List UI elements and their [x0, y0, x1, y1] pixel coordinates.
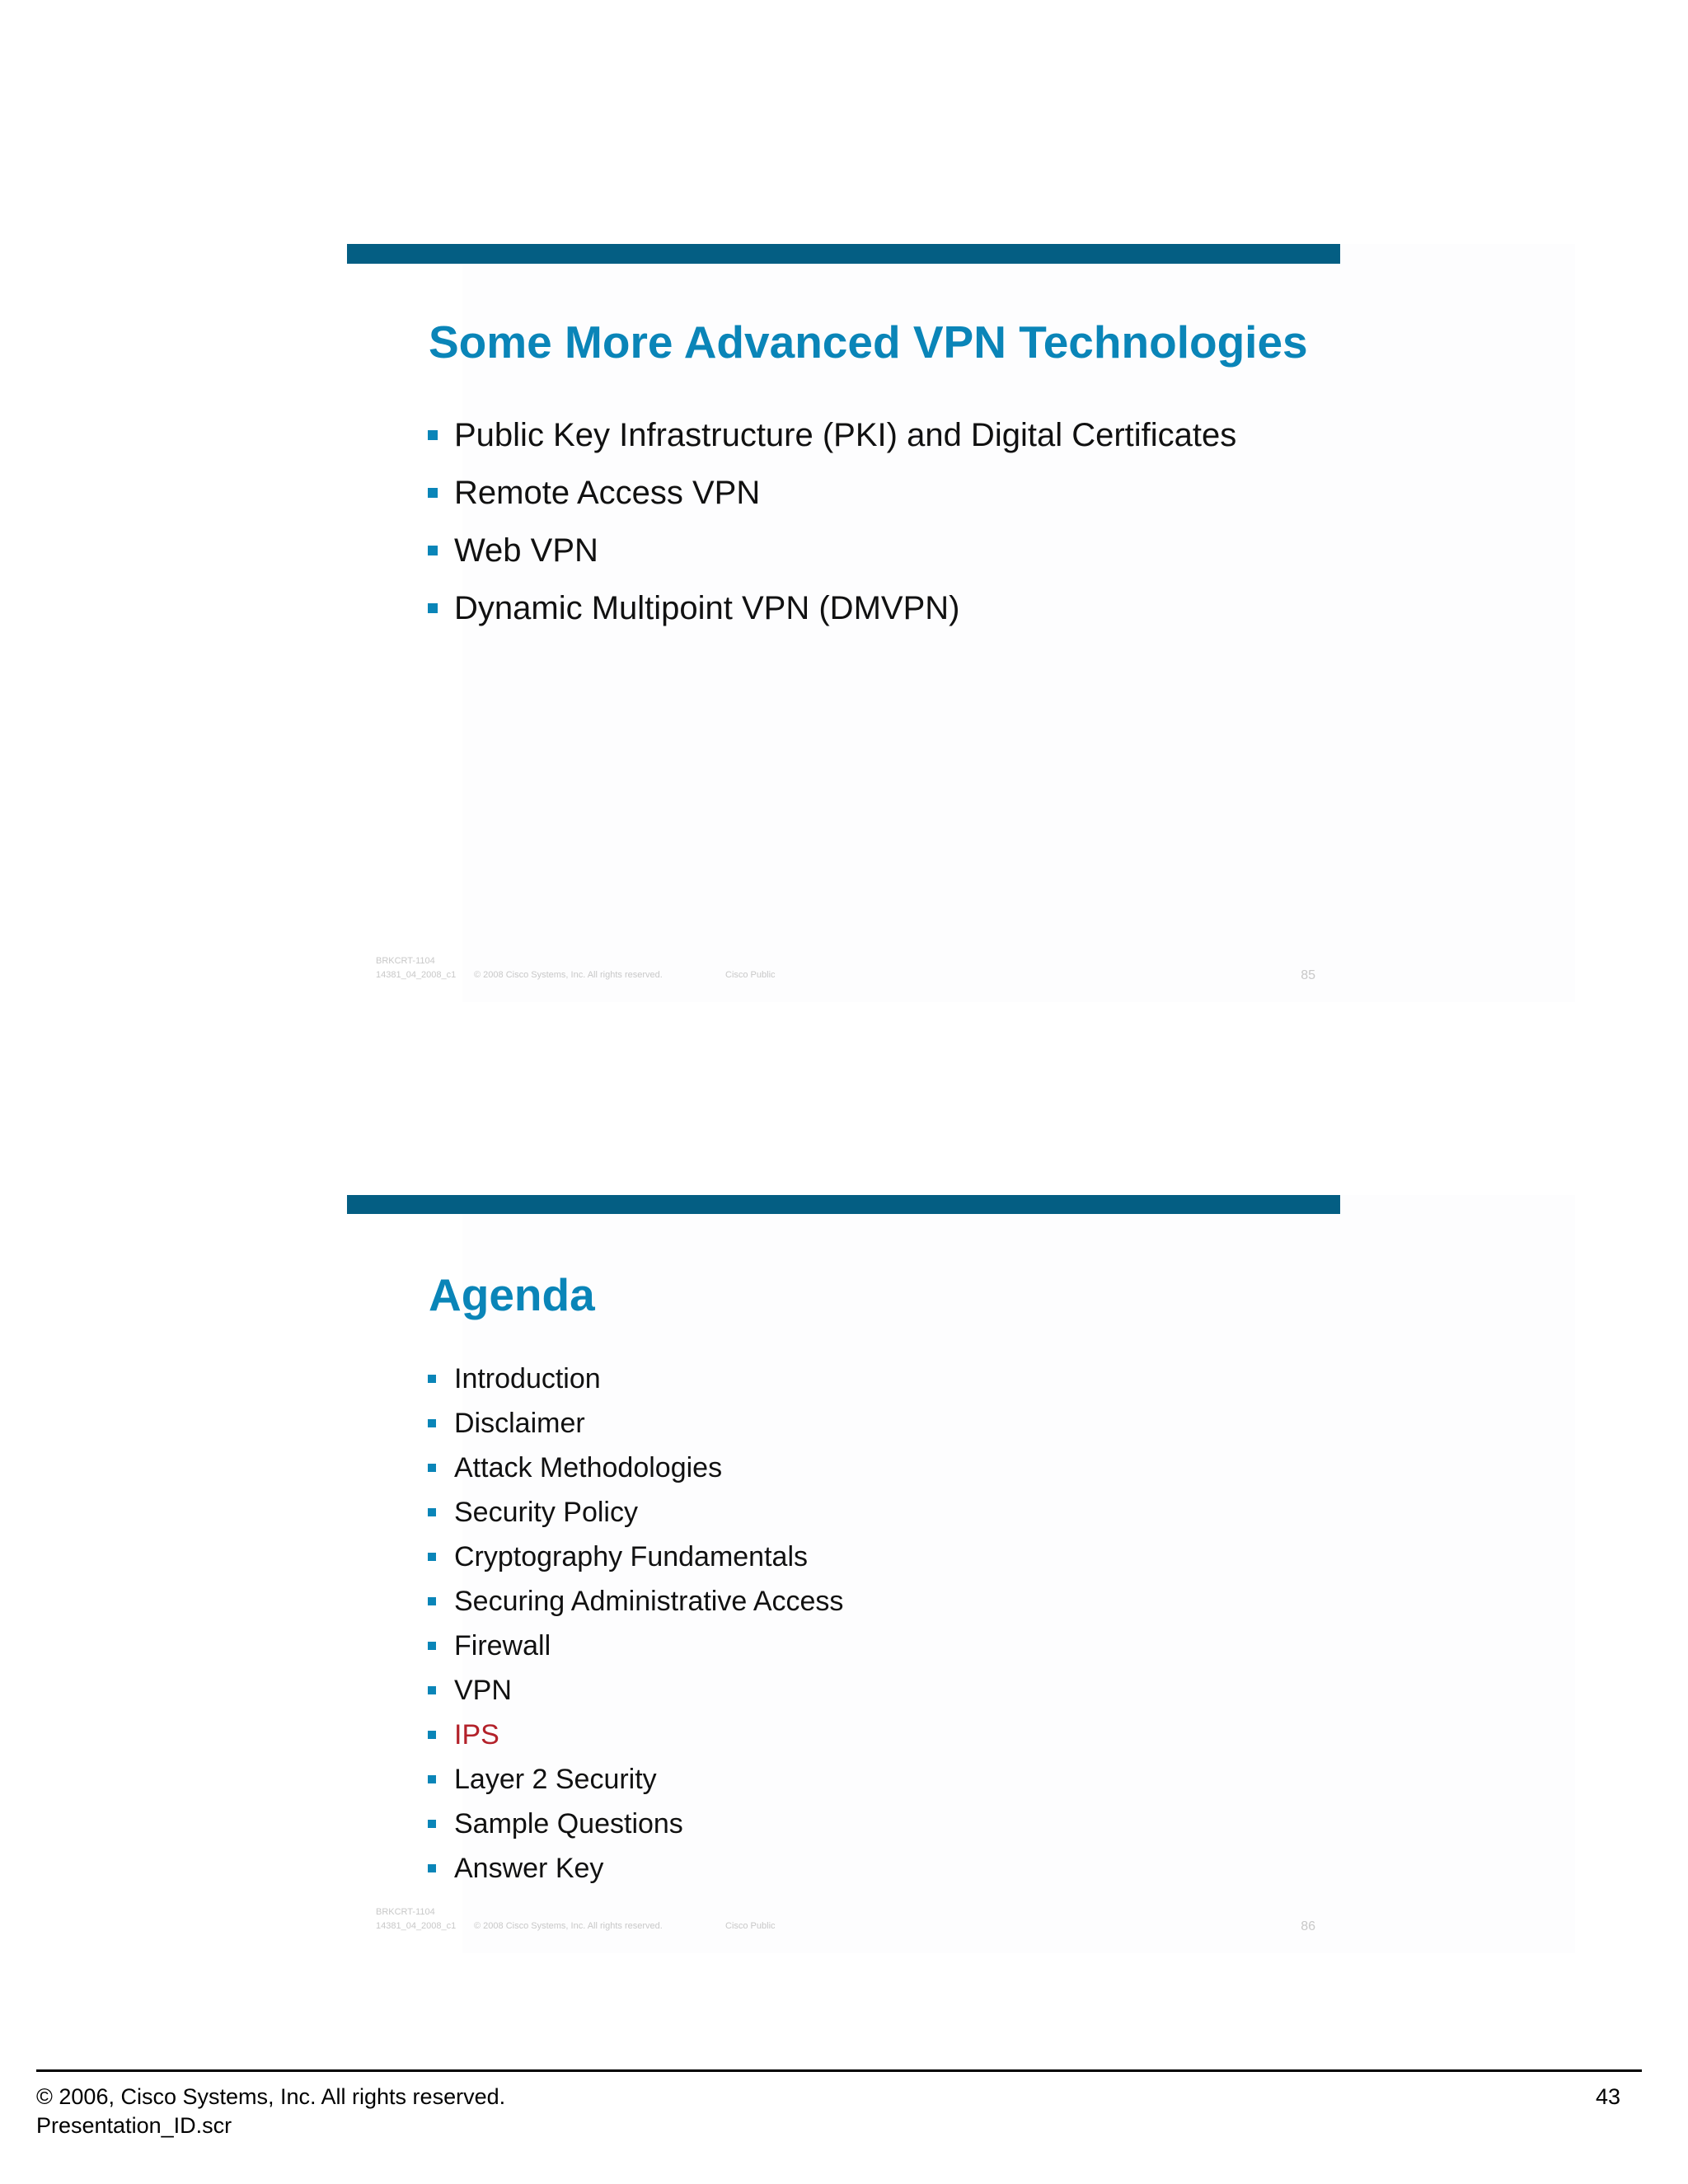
page-filename: Presentation_ID.scr: [36, 2113, 232, 2138]
square-bullet-icon: [428, 1775, 436, 1783]
slide-title: Agenda: [429, 1269, 595, 1320]
page-footer: [36, 2083, 1620, 2140]
list-item: [428, 419, 1236, 476]
slide-footer: [376, 954, 1315, 982]
page-number: 43: [1595, 2084, 1620, 2109]
list-item: [428, 1587, 843, 1632]
list-item-text: Disclaimer: [454, 1408, 585, 1439]
square-bullet-icon: [428, 1375, 436, 1383]
list-item-text: Cryptography Fundamentals: [454, 1541, 809, 1572]
square-bullet-icon: [428, 1508, 436, 1516]
list-item: [428, 476, 1236, 534]
list-item-current: [428, 1721, 843, 1765]
list-item-text: Introduction: [454, 1363, 601, 1394]
list-item: [428, 1543, 843, 1587]
list-item-text: VPN: [454, 1675, 512, 1706]
list-item: [428, 1765, 843, 1810]
square-bullet-icon: [428, 430, 438, 440]
list-item: [428, 1365, 843, 1409]
list-item: [428, 592, 1236, 649]
page-copyright: © 2006, Cisco Systems, Inc. All rights reserved.: [36, 2084, 506, 2109]
list-item-text: Securing Administrative Access: [454, 1586, 844, 1617]
list-item-text: Dynamic Multipoint VPN (DMVPN): [454, 590, 960, 626]
session-code: BRKCRT-1104: [376, 1907, 435, 1917]
slide-footer: [376, 1905, 1315, 1933]
slide-number: 85: [1301, 968, 1315, 982]
list-item-text: Public Key Infrastructure (PKI) and Digital Certificates: [454, 417, 1237, 453]
list-item-text: Attack Methodologies: [454, 1452, 723, 1483]
list-item: [428, 1810, 843, 1854]
list-item-text: Remote Access VPN: [454, 475, 761, 511]
slide-header-bar: [347, 1195, 1340, 1214]
list-item: [428, 1676, 843, 1721]
list-item: [428, 1409, 843, 1454]
list-item-text: IPS: [454, 1719, 499, 1750]
square-bullet-icon: [428, 488, 438, 498]
square-bullet-icon: [428, 546, 438, 555]
slide-copyright: © 2008 Cisco Systems, Inc. All rights reserved.: [474, 1921, 663, 1931]
square-bullet-icon: [428, 1419, 436, 1427]
list-item-text: Firewall: [454, 1630, 551, 1661]
session-code: BRKCRT-1104: [376, 956, 435, 966]
document-id: 14381_04_2008_c1: [376, 970, 457, 980]
square-bullet-icon: [428, 1686, 436, 1694]
slide-copyright: © 2008 Cisco Systems, Inc. All rights reserved.: [474, 970, 663, 980]
classification-label: Cisco Public: [725, 1921, 776, 1931]
list-item-text: Security Policy: [454, 1497, 638, 1528]
square-bullet-icon: [428, 603, 438, 613]
list-item-text: Web VPN: [454, 532, 598, 569]
list-item: [428, 1632, 843, 1676]
list-item-text: Answer Key: [454, 1853, 604, 1884]
list-item: [428, 534, 1236, 592]
square-bullet-icon: [428, 1820, 436, 1828]
square-bullet-icon: [428, 1597, 436, 1605]
agenda-list: [428, 1365, 843, 1899]
square-bullet-icon: [428, 1642, 436, 1650]
square-bullet-icon: [428, 1464, 436, 1472]
bullet-list: [428, 419, 1236, 649]
slide-title: Some More Advanced VPN Technologies: [429, 316, 1308, 368]
square-bullet-icon: [428, 1553, 436, 1561]
slide-86: [347, 1195, 1340, 1953]
square-bullet-icon: [428, 1864, 436, 1872]
list-item: [428, 1854, 843, 1899]
footer-divider: [36, 2069, 1642, 2072]
slide-header-bar: [347, 244, 1340, 264]
document-id: 14381_04_2008_c1: [376, 1921, 457, 1931]
slide-85: [347, 244, 1340, 1002]
square-bullet-icon: [428, 1731, 436, 1739]
list-item-text: Layer 2 Security: [454, 1764, 657, 1795]
list-item: [428, 1498, 843, 1543]
classification-label: Cisco Public: [725, 970, 776, 980]
list-item-text: Sample Questions: [454, 1808, 683, 1840]
list-item: [428, 1454, 843, 1498]
slide-number: 86: [1301, 1919, 1315, 1933]
